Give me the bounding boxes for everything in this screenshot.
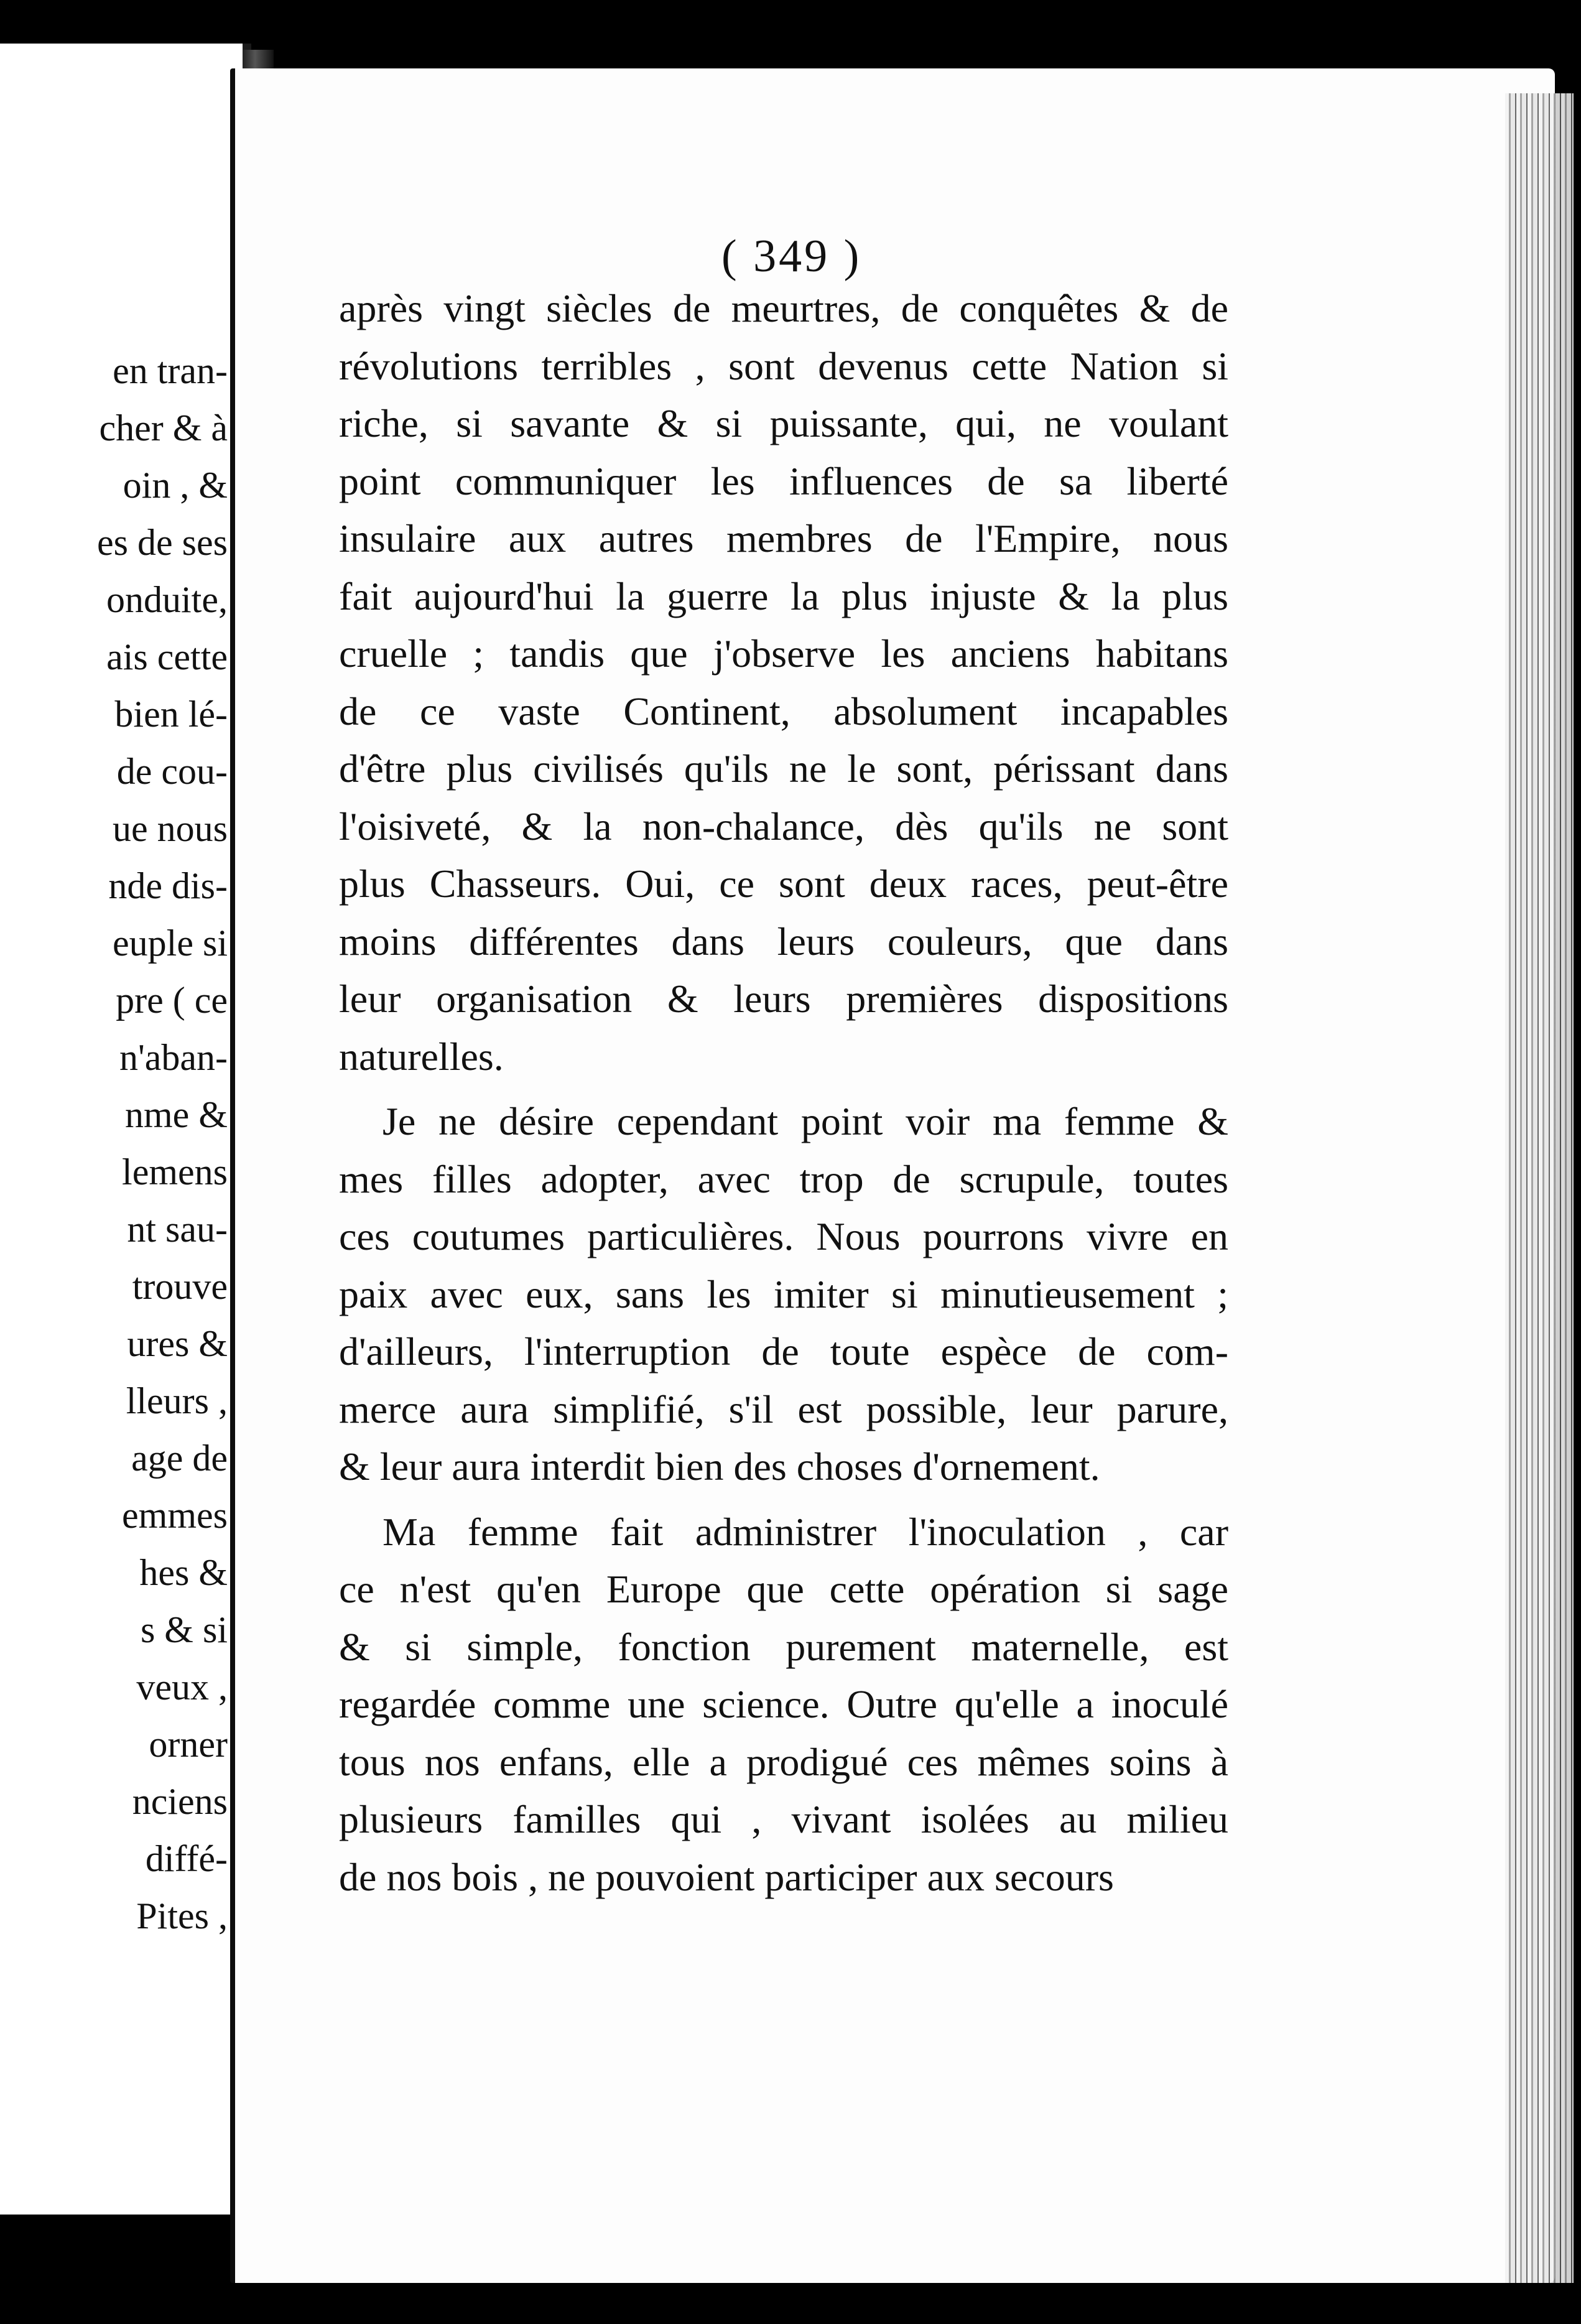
text-line: de nos bois , ne pouvoient participer aux secours <box>339 1854 1114 1899</box>
text-line: merce aura simplifié, s'il est possible, leur parure, <box>339 1387 1228 1431</box>
text-line: révolutions terribles , sont devenus cette Nation si <box>339 343 1228 388</box>
page-edge-stack <box>1505 93 1574 2283</box>
left-page-line: es de ses <box>97 522 228 563</box>
left-page-line: euple si <box>113 923 228 964</box>
left-page-line: nme & <box>125 1094 228 1135</box>
text-line: & leur aura interdit bien des choses d'ornement. <box>339 1444 1100 1489</box>
body-text <box>339 280 1228 1906</box>
text-line: moins différentes dans leurs couleurs, que dans <box>339 919 1228 964</box>
left-page-line: nde dis- <box>108 865 228 906</box>
text-line: fait aujourd'hui la guerre la plus injuste & la plus <box>339 574 1228 618</box>
paragraph <box>339 1093 1228 1496</box>
text-line: cruelle ; tandis que j'observe les anciens habitans <box>339 631 1228 676</box>
left-page-line: ais cette <box>106 636 228 677</box>
text-line: naturelles. <box>339 1034 504 1079</box>
left-page-line: lemens <box>122 1151 228 1192</box>
left-page-line: oin , & <box>123 465 228 506</box>
left-page-line: lleurs , <box>126 1380 228 1421</box>
text-line: mes filles adopter, avec trop de scrupule, toutes <box>339 1156 1228 1201</box>
left-page-line: s & si <box>140 1609 228 1650</box>
left-page-line: bien lé- <box>114 694 228 735</box>
page-number: ( 349 ) <box>721 231 862 282</box>
left-page-line: orner <box>149 1724 228 1765</box>
left-page-line: trouve <box>132 1266 228 1307</box>
left-page-line: ue nous <box>113 808 228 849</box>
left-page-line: ures & <box>127 1323 228 1364</box>
text-line: Ma femme fait administrer l'inoculation , car <box>382 1509 1228 1554</box>
text-line: d'ailleurs, l'interruption de toute espèce de com- <box>339 1329 1228 1373</box>
left-page-line: emmes <box>122 1495 228 1536</box>
left-page-line: en tran- <box>113 350 228 391</box>
text-line: ce n'est qu'en Europe que cette opération si sage <box>339 1567 1228 1611</box>
text-line: & si simple, fonction purement maternelle, est <box>339 1624 1228 1669</box>
text-line: plus Chasseurs. Oui, ce sont deux races, peut-être <box>339 862 1228 906</box>
text-line: après vingt siècles de meurtres, de conquêtes & de <box>339 286 1228 330</box>
text-line: riche, si savante & si puissante, qui, ne voulant <box>339 401 1228 445</box>
left-page-line: Pites , <box>136 1895 228 1936</box>
text-line: leur organisation & leurs premières dispositions <box>339 977 1228 1021</box>
left-page-line: n'aban- <box>119 1037 228 1078</box>
text-line: Je ne désire cependant point voir ma femme & <box>382 1099 1228 1143</box>
text-line: point communiquer les influences de sa liberté <box>339 458 1228 503</box>
left-page-line: nciens <box>132 1781 228 1822</box>
left-page-text-fragments <box>97 342 228 1945</box>
left-facing-page <box>0 44 251 2215</box>
text-line: plusieurs familles qui , vivant isolées au milieu <box>339 1797 1228 1841</box>
left-page-line: age de <box>131 1438 228 1479</box>
left-page-line: de cou- <box>116 751 228 792</box>
text-line: l'oisiveté, & la non-chalance, dès qu'ils ne sont <box>339 804 1228 848</box>
text-line: d'être plus civilisés qu'ils ne le sont, périssant dans <box>339 746 1228 791</box>
left-page-line: diffé- <box>145 1838 228 1879</box>
left-page-line: veux , <box>136 1666 228 1708</box>
text-line: regardée comme une science. Outre qu'elle a inoculé <box>339 1682 1228 1726</box>
left-page-line: cher & à <box>99 407 228 449</box>
left-page-line: nt sau- <box>127 1209 228 1250</box>
text-line: insulaire aux autres membres de l'Empire, nous <box>339 516 1228 560</box>
text-line: tous nos enfans, elle a prodigué ces mêmes soins à <box>339 1739 1228 1784</box>
text-line: paix avec eux, sans les imiter si minutieusement ; <box>339 1271 1228 1316</box>
left-page-line: onduite, <box>106 579 228 620</box>
left-page-line: pre ( ce <box>116 980 228 1021</box>
paragraph <box>339 280 1228 1085</box>
text-line: ces coutumes particulières. Nous pourrons vivre en <box>339 1214 1228 1258</box>
left-page-line: hes & <box>139 1552 228 1593</box>
text-line: de ce vaste Continent, absolument incapables <box>339 689 1228 733</box>
paragraph <box>339 1504 1228 1907</box>
